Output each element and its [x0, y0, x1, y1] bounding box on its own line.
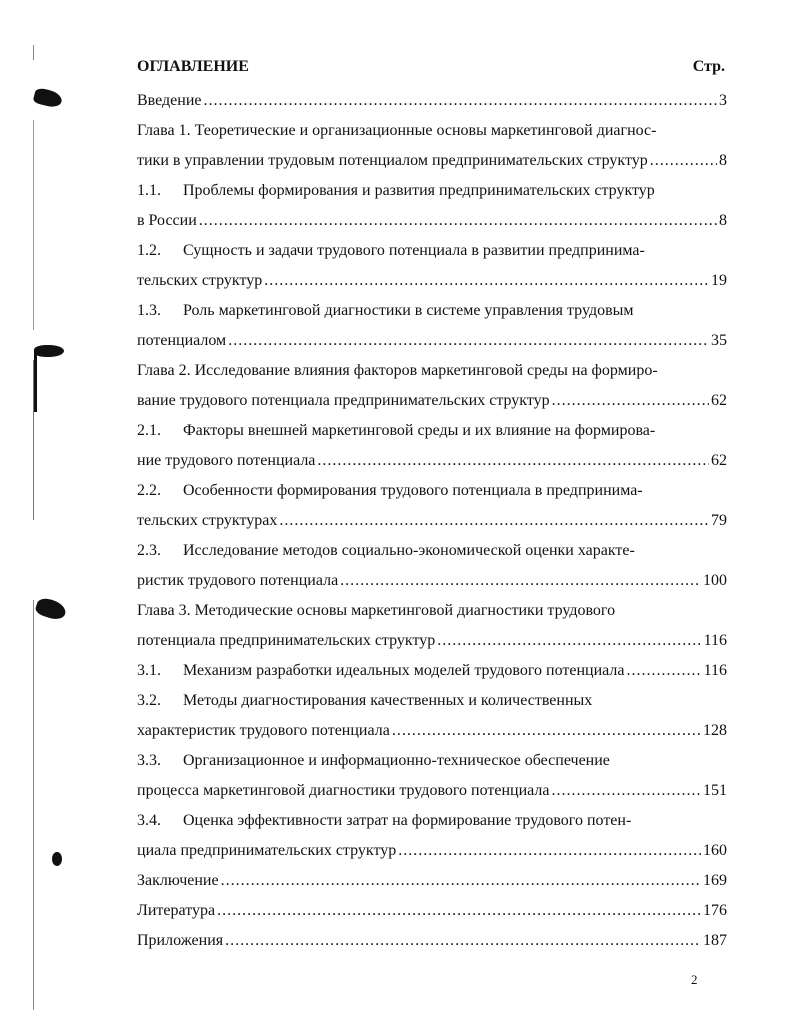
- toc-page-number: 79: [711, 512, 727, 529]
- toc-entry-line: [137, 296, 727, 326]
- toc-entry-line: [137, 806, 727, 836]
- dot-leader: [552, 386, 709, 416]
- toc-entry-text: тики в управлении трудовым потенциалом предпринимательских структур: [137, 152, 648, 169]
- toc-entry-leader-line: [137, 656, 727, 686]
- toc-entry[interactable]: [137, 536, 727, 596]
- toc-entry-leader-line: [137, 146, 727, 176]
- toc-page-number: 35: [711, 332, 727, 349]
- toc-entry[interactable]: [137, 296, 727, 356]
- toc-entry[interactable]: [137, 236, 727, 296]
- scan-artifact: [34, 352, 37, 412]
- toc-entry[interactable]: [137, 86, 727, 116]
- toc-entry-leader-line: [137, 86, 727, 116]
- dot-leader: [650, 146, 717, 176]
- dot-leader: [204, 86, 718, 116]
- toc-entry-leader-line: [137, 866, 727, 896]
- toc-page-number: 116: [703, 662, 727, 679]
- toc-entry-text: Литература: [137, 902, 216, 919]
- page-column-label: Стр.: [692, 58, 725, 75]
- dot-leader: [340, 566, 701, 596]
- section-number: 2.3.: [137, 542, 161, 559]
- toc-entry-text: вание трудового потенциала предпринимательских структур: [137, 392, 550, 409]
- scan-artifact: [34, 596, 68, 622]
- toc-entry-text: процесса маркетинговой диагностики трудового потенциала: [137, 782, 550, 799]
- toc-entry-line: [137, 236, 727, 266]
- toc-entry-leader-line: [137, 446, 727, 476]
- toc-page-number: 176: [703, 902, 727, 919]
- toc-page-number: 8: [719, 212, 727, 229]
- toc-page-number: 187: [703, 932, 727, 949]
- toc-entry[interactable]: [137, 416, 727, 476]
- toc-entry-line: [137, 746, 727, 776]
- toc-entries: [137, 86, 727, 956]
- toc-entry[interactable]: [137, 896, 727, 926]
- toc-entry-text: Оценка эффективности затрат на формирование трудового потен-: [183, 812, 632, 829]
- toc-entry-text: тельских структурах: [137, 512, 278, 529]
- toc-entry[interactable]: [137, 926, 727, 956]
- toc-entry-text: Факторы внешней маркетинговой среды и их влияние на формирова-: [183, 422, 656, 439]
- toc-header: [137, 58, 727, 86]
- section-number: 3.2.: [137, 692, 161, 709]
- toc-page-number: 151: [703, 782, 727, 799]
- toc-entry-text: Организационное и информационно-техническое обеспечение: [183, 752, 610, 769]
- dot-leader: [317, 446, 709, 476]
- toc-entry-leader-line: [137, 566, 727, 596]
- toc-entry[interactable]: [137, 686, 727, 746]
- dot-leader: [627, 656, 702, 686]
- toc-entry-text: Методы диагностирования качественных и количественных: [183, 692, 593, 709]
- toc-entry[interactable]: [137, 596, 727, 656]
- toc-entry-line: [137, 176, 727, 206]
- toc-entry-text: Глава 3. Методические основы маркетинговой диагностики трудового: [137, 602, 616, 619]
- scan-edge: [33, 0, 34, 1025]
- toc-page-number: 160: [703, 842, 727, 859]
- dot-leader: [398, 836, 701, 866]
- toc-entry-leader-line: [137, 926, 727, 956]
- page-number: 2: [691, 972, 698, 987]
- section-number: 2.1.: [137, 422, 161, 439]
- toc-entry-text: Механизм разработки идеальных моделей трудового потенциала: [183, 662, 625, 679]
- dot-leader: [217, 896, 701, 926]
- toc-page-number: 128: [703, 722, 727, 739]
- toc-page-number: 8: [719, 152, 727, 169]
- toc-entry-leader-line: [137, 266, 727, 296]
- dot-leader: [199, 206, 717, 236]
- dot-leader: [437, 626, 701, 656]
- toc-entry-text: Сущность и задачи трудового потенциала в развитии предпринима-: [183, 242, 645, 259]
- toc-entry-text: Роль маркетинговой диагностики в системе управления трудовым: [183, 302, 634, 319]
- toc-page-number: 62: [711, 392, 727, 409]
- dot-leader: [279, 506, 709, 536]
- section-number: 2.2.: [137, 482, 161, 499]
- scan-artifact: [32, 87, 63, 109]
- toc-entry-line: [137, 536, 727, 566]
- dot-leader: [392, 716, 701, 746]
- toc-entry-line: [137, 596, 727, 626]
- toc-entry-leader-line: [137, 506, 727, 536]
- section-number: 3.1.: [137, 662, 161, 679]
- toc-entry-text: потенциалом: [137, 332, 227, 349]
- toc-entry[interactable]: [137, 656, 727, 686]
- toc-entry[interactable]: [137, 176, 727, 236]
- toc-entry-text: Глава 2. Исследование влияния факторов маркетинговой среды на формиро-: [137, 362, 658, 379]
- dot-leader: [228, 326, 709, 356]
- table-of-contents: [137, 58, 727, 956]
- toc-entry[interactable]: [137, 806, 727, 866]
- toc-entry[interactable]: [137, 116, 727, 176]
- toc-entry[interactable]: [137, 476, 727, 536]
- section-number: 1.1.: [137, 182, 161, 199]
- toc-entry-text: Особенности формирования трудового потенциала в предпринима-: [183, 482, 643, 499]
- section-number: 3.4.: [137, 812, 161, 829]
- toc-entry-text: циала предпринимательских структур: [137, 842, 397, 859]
- toc-entry-text: характеристик трудового потенциала: [137, 722, 390, 739]
- section-number: 1.3.: [137, 302, 161, 319]
- scan-artifact: [52, 852, 62, 866]
- section-number: 1.2.: [137, 242, 161, 259]
- toc-page-number: 100: [703, 572, 727, 589]
- toc-entry-line: [137, 356, 727, 386]
- toc-entry-text: Исследование методов социально-экономической оценки характе-: [183, 542, 635, 559]
- toc-entry[interactable]: [137, 356, 727, 416]
- toc-entry-leader-line: [137, 836, 727, 866]
- toc-entry-line: [137, 416, 727, 446]
- toc-entry-text: Введение: [137, 92, 202, 109]
- toc-page-number: 19: [711, 272, 727, 289]
- toc-entry-text: Глава 1. Теоретические и организационные основы маркетинговой диагнос-: [137, 122, 657, 139]
- scan-artifact: [34, 345, 64, 357]
- toc-entry-leader-line: [137, 896, 727, 926]
- dot-leader: [221, 866, 701, 896]
- toc-entry-text: в России: [137, 212, 197, 229]
- section-number: 3.3.: [137, 752, 161, 769]
- toc-entry-leader-line: [137, 626, 727, 656]
- toc-entry-leader-line: [137, 716, 727, 746]
- dot-leader: [264, 266, 709, 296]
- toc-page-number: 169: [703, 872, 727, 889]
- toc-page-number: 116: [703, 632, 727, 649]
- toc-entry-text: Приложения: [137, 932, 224, 949]
- toc-entry-text: тельских структур: [137, 272, 263, 289]
- toc-entry-text: ние трудового потенциала: [137, 452, 316, 469]
- toc-entry-line: [137, 116, 727, 146]
- toc-heading: ОГЛАВЛЕНИЕ: [137, 58, 249, 75]
- toc-entry-text: ристик трудового потенциала: [137, 572, 339, 589]
- toc-entry-text: Заключение: [137, 872, 219, 889]
- toc-entry-leader-line: [137, 326, 727, 356]
- toc-page-number: 62: [711, 452, 727, 469]
- dot-leader: [552, 776, 701, 806]
- toc-entry[interactable]: [137, 746, 727, 806]
- toc-entry-leader-line: [137, 776, 727, 806]
- toc-entry-leader-line: [137, 386, 727, 416]
- toc-entry-leader-line: [137, 206, 727, 236]
- toc-entry-text: потенциала предпринимательских структур: [137, 632, 436, 649]
- toc-entry-line: [137, 686, 727, 716]
- toc-entry-line: [137, 476, 727, 506]
- toc-entry-text: Проблемы формирования и развития предпринимательских структур: [183, 182, 655, 199]
- toc-entry[interactable]: [137, 866, 727, 896]
- dot-leader: [225, 926, 701, 956]
- toc-page-number: 3: [719, 92, 727, 109]
